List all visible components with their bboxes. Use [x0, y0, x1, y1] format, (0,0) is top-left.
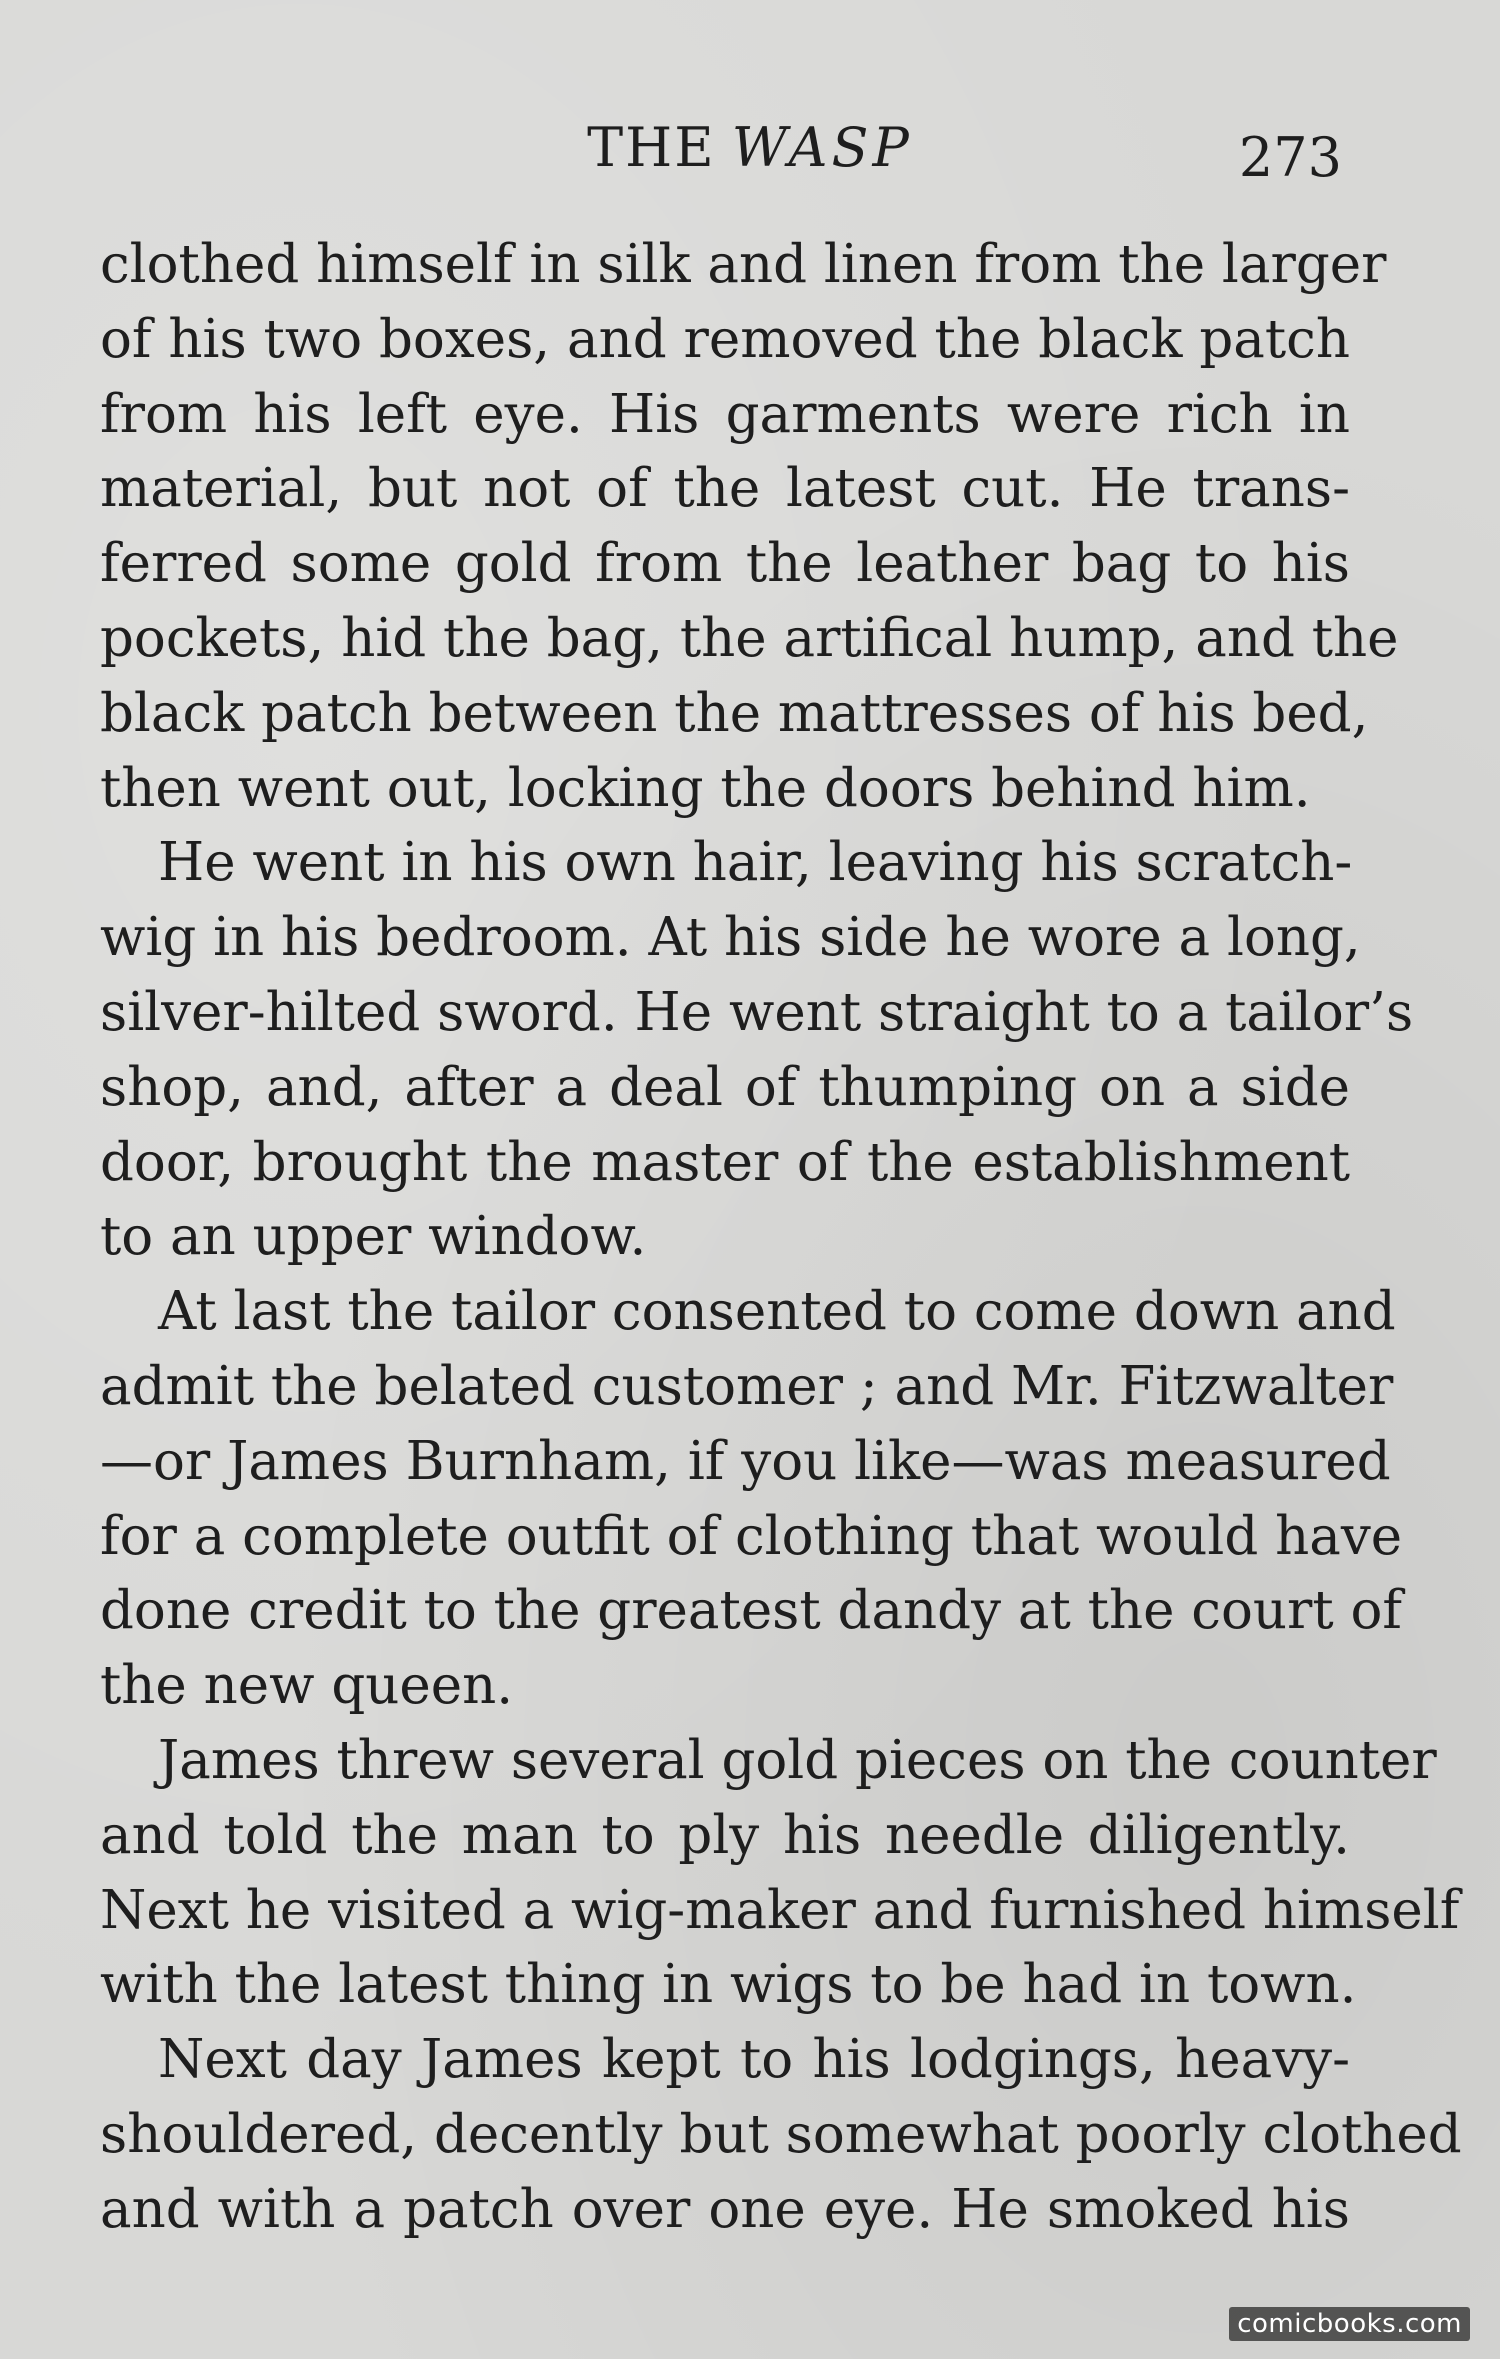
text-line: At last the tailor consented to come down and: [158, 1281, 1396, 1343]
text-line: with the latest thing in wigs to be had in town.: [100, 1954, 1357, 2016]
text-line: shop, and, after a deal of thumping on a side: [100, 1056, 1350, 1118]
text-line: He went in his own hair, leaving his scratch-: [158, 832, 1353, 894]
text-line: black patch between the mattresses of his bed,: [100, 682, 1369, 744]
watermark: comicbooks.com: [1229, 2307, 1470, 2341]
text-line: wig in his bedroom. At his side he wore a long,: [100, 907, 1361, 969]
body-text: [100, 228, 1462, 2248]
text-line: admit the belated customer ; and Mr. Fitzwalter: [100, 1355, 1394, 1417]
text-line: of his two boxes, and removed the black patch: [100, 308, 1350, 370]
text-line: from his left eye. His garments were rich in: [100, 383, 1350, 445]
text-line: the new queen.: [100, 1655, 514, 1717]
text-line: shouldered, decently but somewhat poorly clothed: [100, 2103, 1462, 2165]
text-line: and with a patch over one eye. He smoked his: [100, 2178, 1350, 2240]
text-line: material, but not of the latest cut. He trans-: [100, 458, 1350, 520]
page-header: [0, 108, 1500, 188]
text-line: door, brought the master of the establishment: [100, 1131, 1350, 1193]
text-line: Next he visited a wig-maker and furnished himself: [100, 1879, 1460, 1941]
text-line: James threw several gold pieces on the counter: [158, 1729, 1437, 1791]
text-line: Next day James kept to his lodgings, heavy-: [158, 2029, 1350, 2091]
text-line: —or James Burnham, if you like—was measured: [100, 1430, 1391, 1492]
page-number: 273: [1238, 126, 1342, 189]
text-line: to an upper window.: [100, 1206, 647, 1268]
text-line: for a complete outfit of clothing that would have: [100, 1505, 1403, 1567]
text-line: ferred some gold from the leather bag to his: [100, 533, 1350, 595]
text-line: pockets, hid the bag, the artifical hump, and the: [100, 607, 1399, 669]
running-title-wasp: WASP: [731, 116, 913, 179]
text-line: clothed himself in silk and linen from the larger: [100, 234, 1387, 295]
text-line: silver-hilted sword. He went straight to a tailor’s: [100, 981, 1414, 1043]
text-line: done credit to the greatest dandy at the court of: [100, 1580, 1403, 1642]
text-line: and told the man to ply his needle diligently.: [100, 1804, 1350, 1866]
text-line: then went out, locking the doors behind him.: [100, 757, 1311, 819]
running-title-the: THE: [587, 116, 716, 179]
